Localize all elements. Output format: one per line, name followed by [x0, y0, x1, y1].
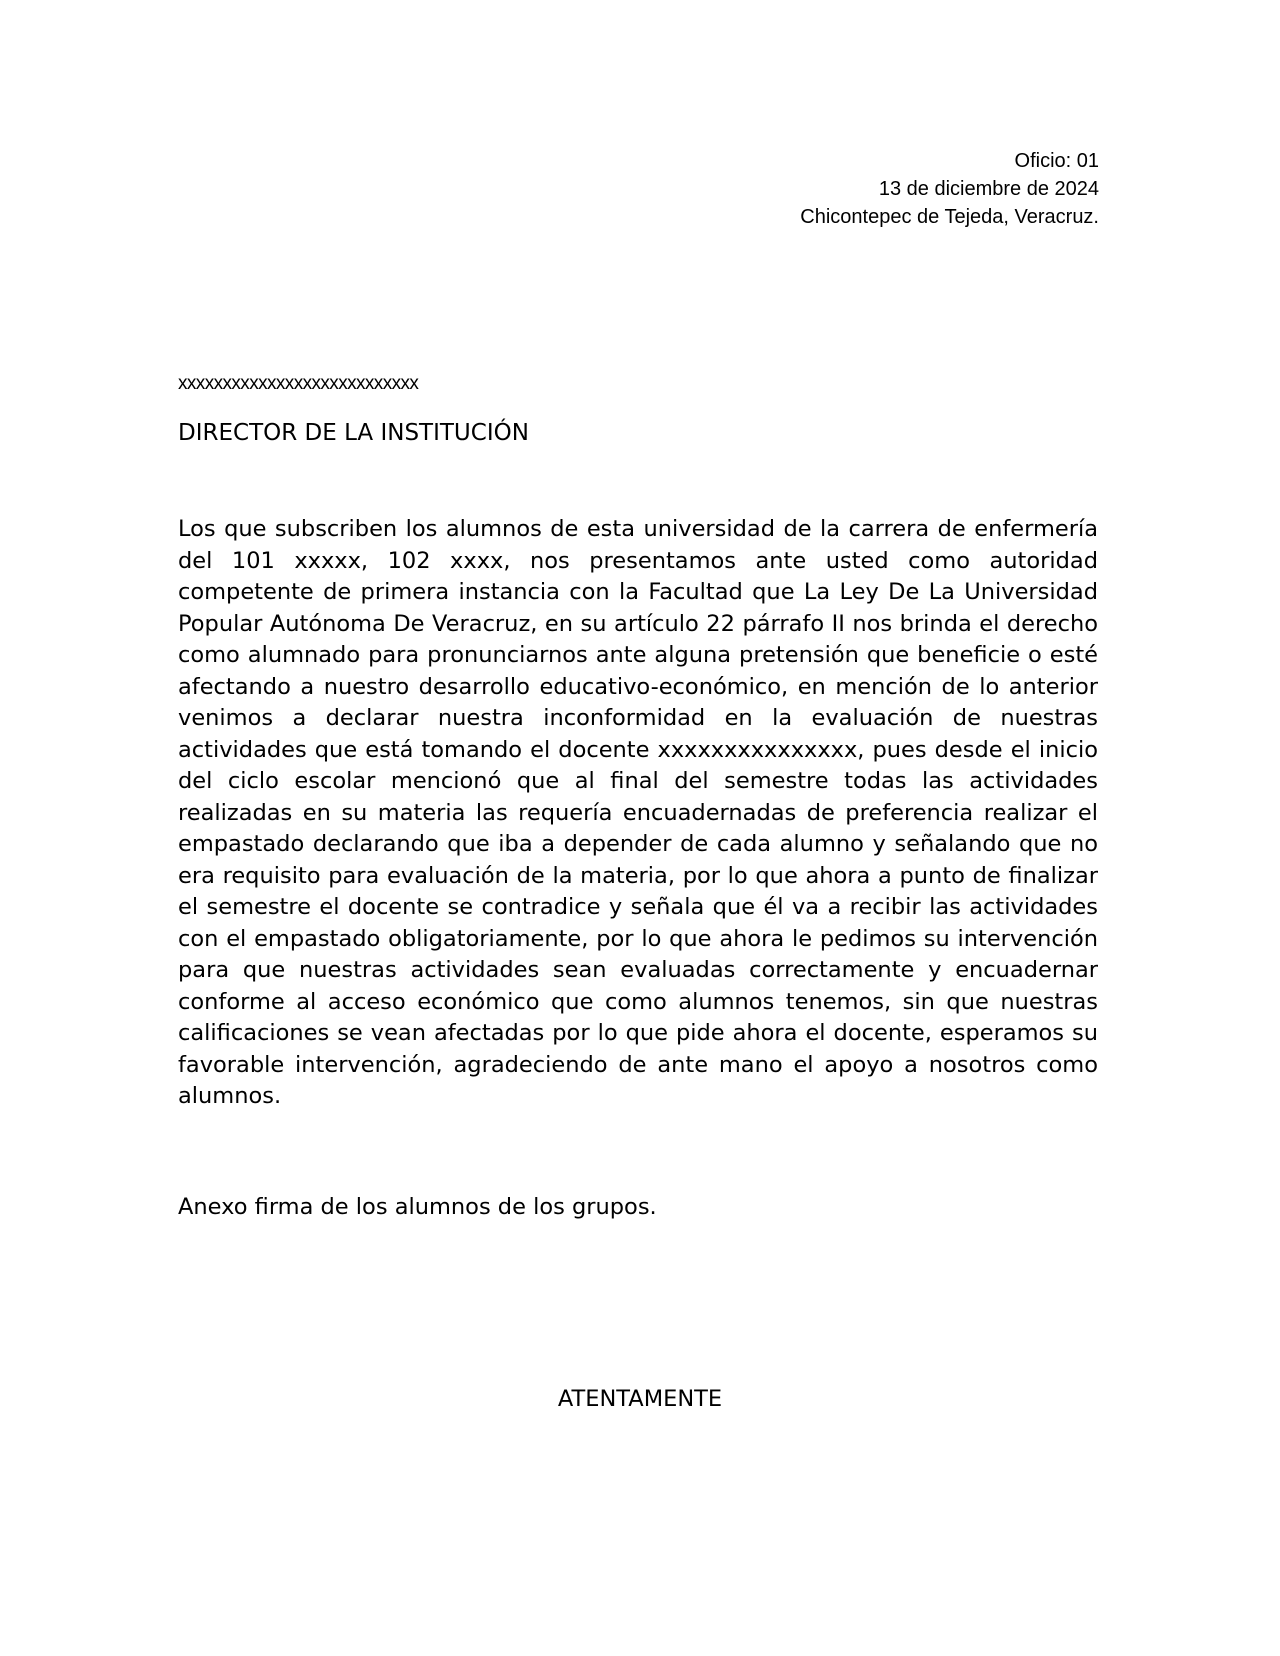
oficio-number: Oficio: 01: [1014, 150, 1099, 172]
letter-place: Chicontepec de Tejeda, Veracruz.: [800, 206, 1099, 228]
letter-header: [800, 147, 1099, 231]
closing-salutation: ATENTAMENTE: [557, 1386, 723, 1412]
annex-note: Anexo firma de los alumnos de los grupos.: [178, 1194, 657, 1220]
body-paragraph: Los que subscriben los alumnos de esta universidad de la carrera de enfermería del 101 xxxxx, 102 xxxx, nos presentamos ante usted como autoridad competente de primera instancia con la Facultad que La Ley De La Universidad Popular Autónoma De Veracruz, en su artículo 22 párrafo II nos brinda el derecho como alumnado para pronunciarnos ante alguna pretensión que beneficie o esté afectando a nuestro desarrollo educativo-económico, en mención de lo anterior venimos a declarar nuestra inconformidad en la evaluación de nuestras actividades que está tomando el docente xxxxxxxxxxxxxxx, pues desde el inicio del ciclo escolar mencionó que al final del semestre todas las actividades realizadas en su materia las requería encuadernadas de preferencia realizar el empastado declarando que iba a depender de cada alumno y señalando que no era requisito para evaluación de la materia, por lo que ahora a punto de finalizar el semestre el docente se contradice y señala que él va a recibir las actividades con el empastado obligatoriamente, por lo que ahora le pedimos su intervención para que nuestras actividades sean evaluadas correctamente y encuadernar conforme al acceso económico que como alumnos tenemos, sin que nuestras calificaciones se vean afectadas por lo que pide ahora el docente, esperamos su favorable intervención, agradeciendo de ante mano el apoyo a nosotros como alumnos.: [178, 516, 1098, 1109]
recipient-title: DIRECTOR DE LA INSTITUCIÓN: [178, 420, 529, 446]
letter-date: 13 de diciembre de 2024: [878, 178, 1099, 200]
recipient-name: xxxxxxxxxxxxxxxxxxxxxxxxxxx: [178, 373, 419, 394]
